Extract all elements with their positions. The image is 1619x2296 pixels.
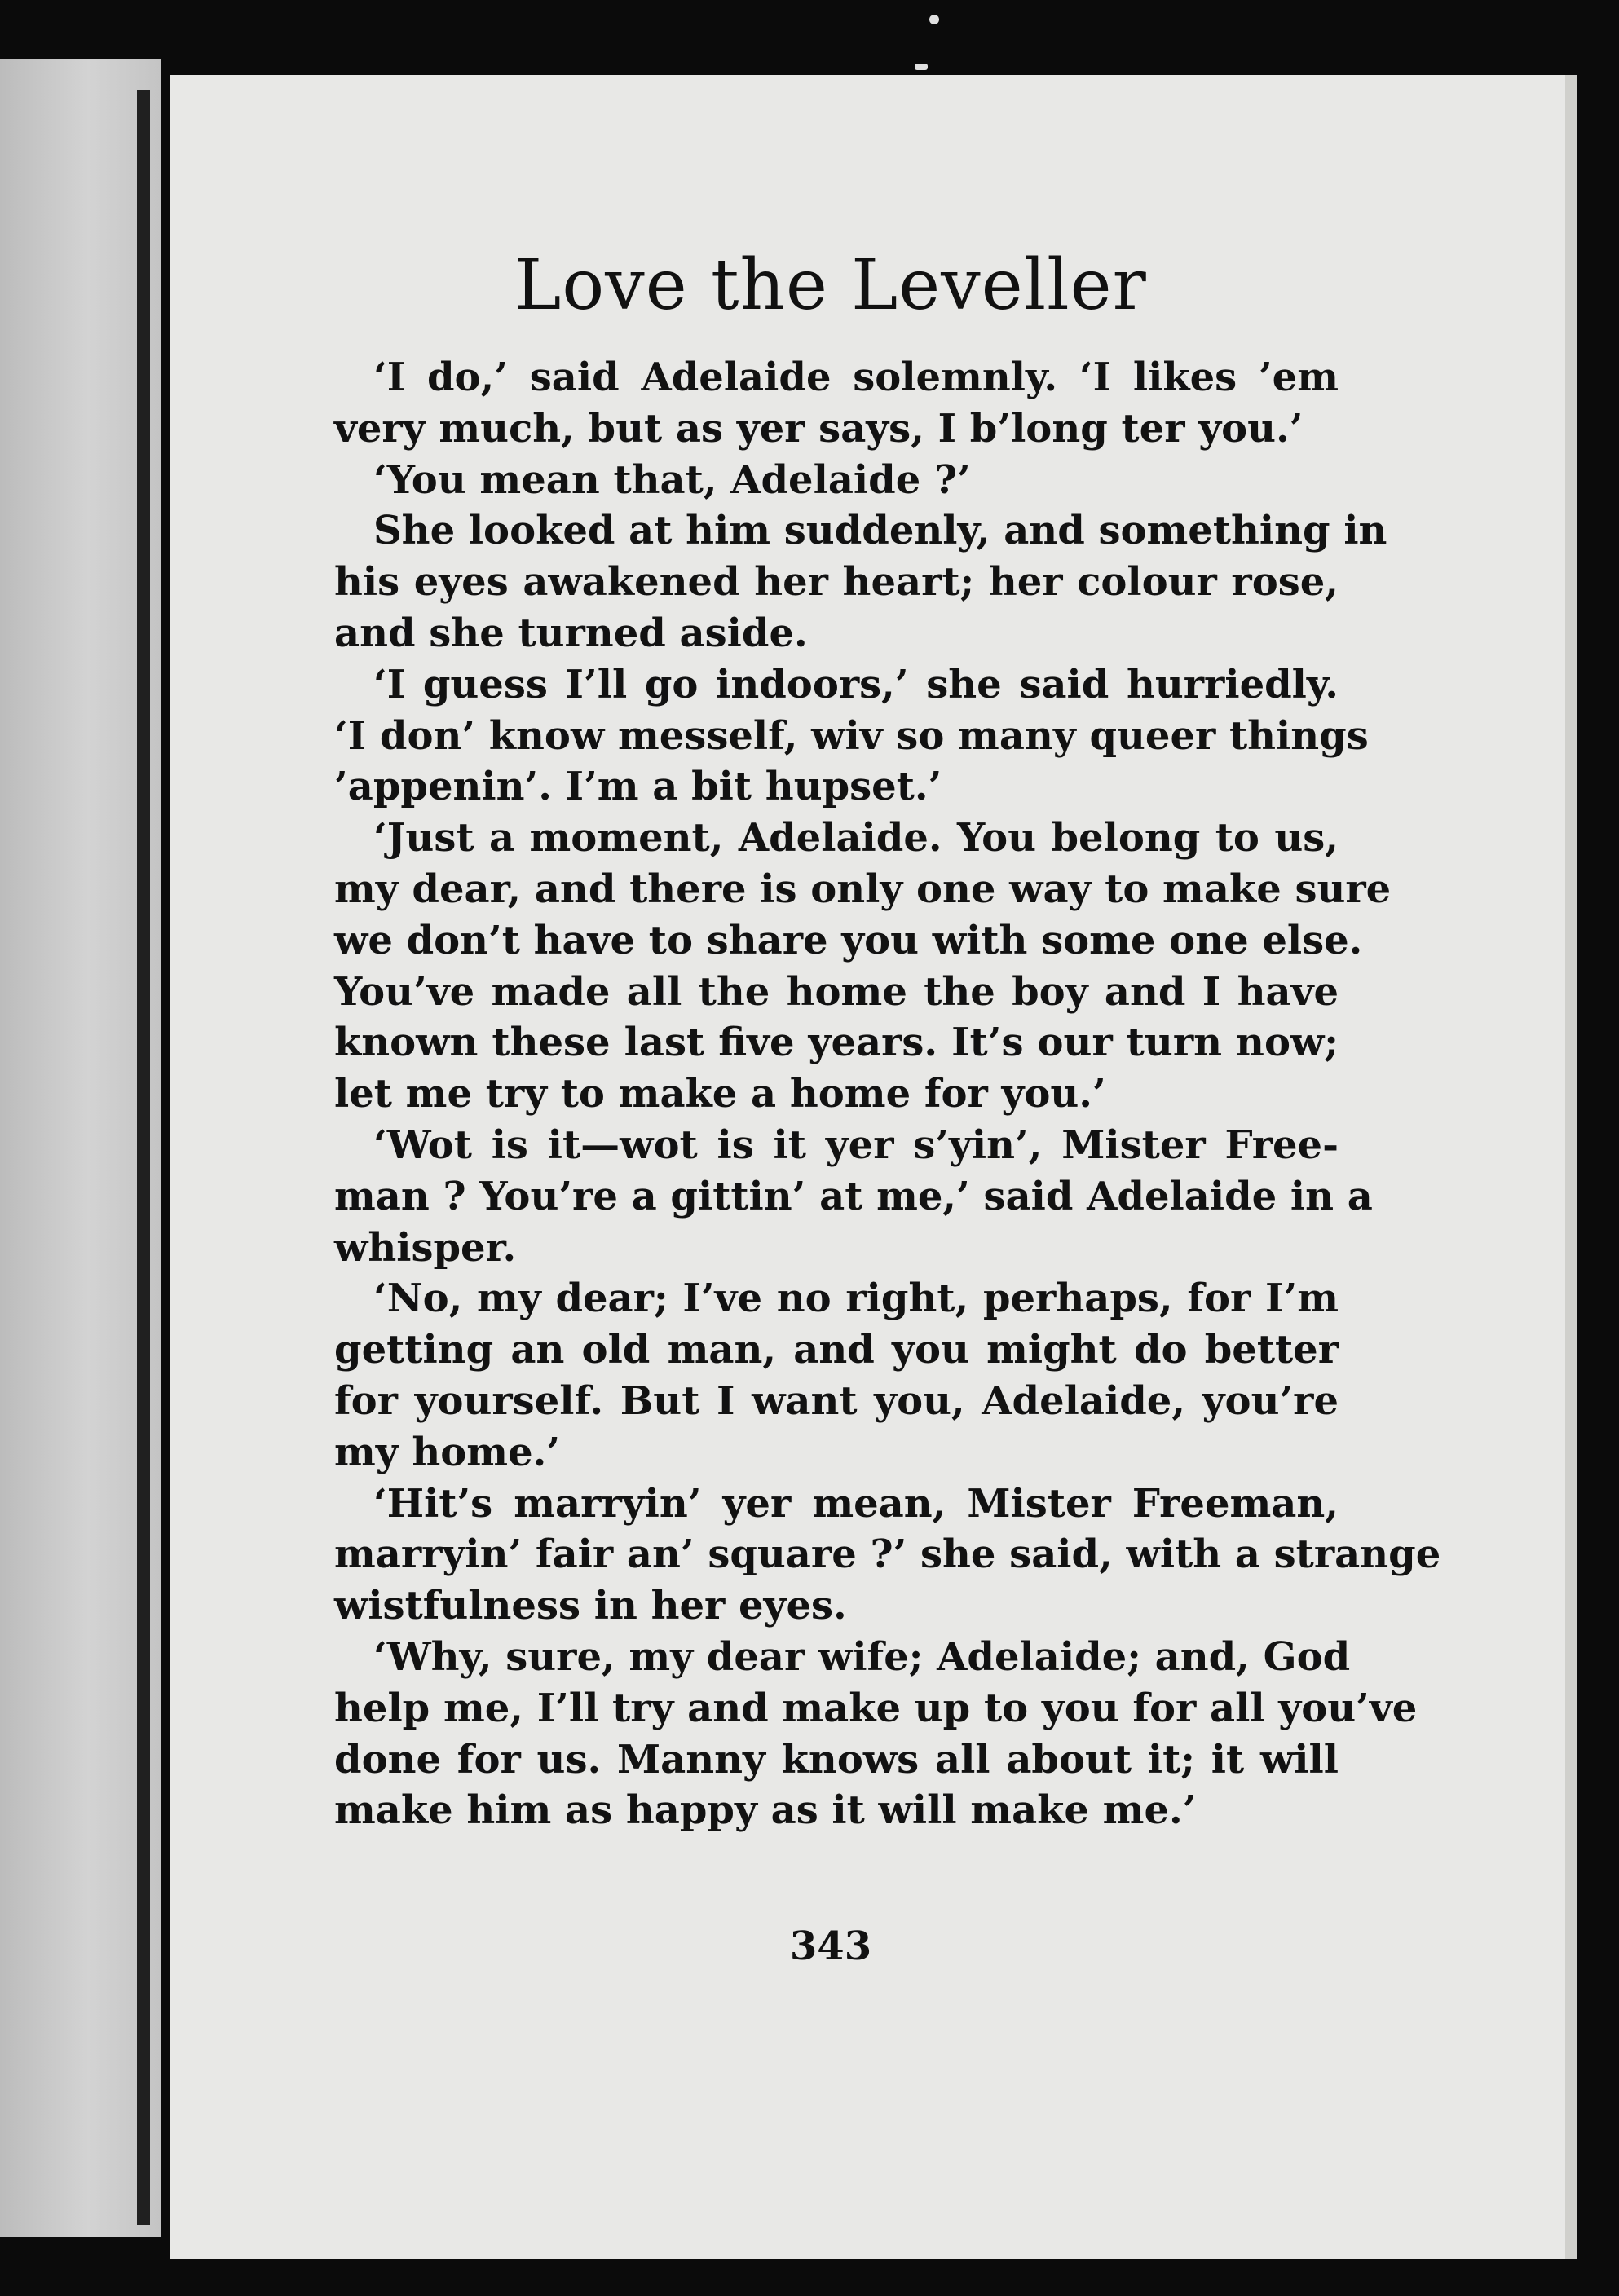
text-line: ‘I do,’ said Adelaide solemnly. ‘I likes ’em	[373, 355, 1339, 400]
running-head: Love the Leveller	[514, 245, 1147, 326]
text-line: very much, but as yer says, I b’long ter you.’	[334, 405, 1304, 452]
text-line: ‘Just a moment, Adelaide. You belong to us,	[373, 815, 1339, 862]
text-line: man ? You’re a gittin’ at me,’ said Adelaide in a	[334, 1173, 1373, 1219]
text-line: let me try to make a home for you.’	[334, 1071, 1106, 1117]
text-line: ’appenin’. I’m a bit hupset.’	[334, 764, 942, 810]
text-line: and she turned aside.	[334, 610, 808, 656]
text-line: You’ve made all the home the boy and I have	[334, 968, 1339, 1015]
scan-speck	[929, 15, 939, 24]
page-edge	[1565, 75, 1577, 2259]
text-line: my dear, and there is only one way to make sure	[334, 866, 1392, 912]
text-line: wistfulness in her eyes.	[334, 1583, 847, 1629]
text-line: ‘Wot is it—wot is it yer s’yin’, Mister Free-	[373, 1122, 1339, 1168]
text-line: marryin’ fair an’ square ?’ she said, with a strange	[334, 1531, 1441, 1578]
text-line: we don’t have to share you with some one else.	[334, 917, 1363, 963]
text-line: make him as happy as it will make me.’	[334, 1787, 1197, 1834]
body-text	[334, 352, 1441, 1836]
text-line: ‘Why, sure, my dear wife; Adelaide; and, God	[373, 1633, 1351, 1680]
text-line: help me, I’ll try and make up to you for all you’ve	[334, 1685, 1418, 1731]
text-line: done for us. Manny knows all about it; it will	[334, 1736, 1339, 1783]
scan-speck	[915, 64, 928, 70]
text-line: ‘I guess I’ll go indoors,’ she said hurriedly.	[373, 661, 1339, 707]
text-line: for yourself. But I want you, Adelaide, you’re	[334, 1377, 1339, 1424]
text-line: ‘I don’ know mesself, wiv so many queer things	[334, 712, 1369, 759]
text-line: ‘No, my dear; I’ve no right, perhaps, for I’m	[373, 1276, 1339, 1322]
text-line: ‘Hit’s marryin’ yer mean, Mister Freeman,	[373, 1480, 1339, 1527]
text-line: his eyes awakened her heart; her colour rose,	[334, 559, 1339, 606]
text-line: known these last five years. It’s our turn now;	[334, 1020, 1339, 1066]
text-line: my home.’	[334, 1429, 561, 1475]
page-number: 343	[789, 1924, 872, 1969]
text-line: whisper.	[334, 1224, 517, 1271]
text-line: getting an old man, and you might do better	[334, 1327, 1339, 1373]
text-line: ‘You mean that, Adelaide ?’	[373, 456, 971, 503]
text-line: She looked at him suddenly, and something in	[373, 508, 1387, 554]
binding-gutter	[137, 90, 150, 2225]
